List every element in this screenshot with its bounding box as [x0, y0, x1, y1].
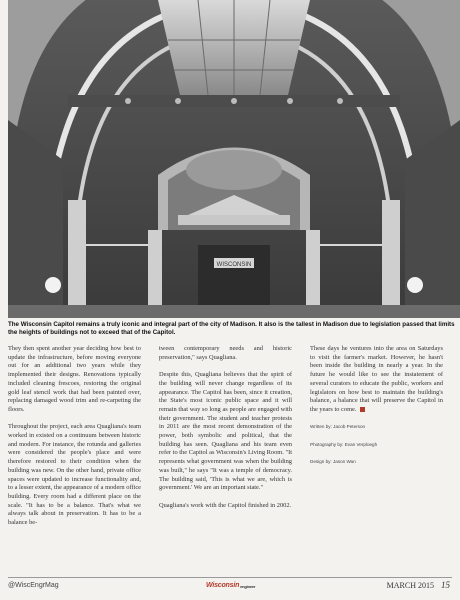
- issue-date: MARCH 2015: [386, 581, 434, 590]
- credits: [310, 423, 443, 467]
- end-mark-icon: [360, 407, 365, 412]
- photo-caption: The Wisconsin Capitol remains a truly iconic and integral part of the city of Madison. It also is the tallest in Madison due to legislation passed that limits the heights of buildings not to exceed that of the Capitol.: [8, 321, 455, 337]
- paragraph: Throughout the project, each area Quagliana's team worked in existed on a continuum between historic and modern. For instance, the rotunda and galleries were considered the people's place and were therefore restored to their condition when the building was new. On the other hand, private office spaces were updated to increase functionality and, to a lesser extent, the appearance of a modern office building. Every room had a different place on the scale. "It has to be a balance. That's what we always talk about in preservation. It has to be a balance be-: [8, 423, 141, 527]
- photo-sign-text: WISCONSIN: [216, 262, 252, 268]
- credit-writer: Written by: Jacob Peterson: [310, 424, 366, 430]
- credit-photographer: Photography by: Evan Verploegh: [310, 441, 378, 447]
- paragraph: Quagliana's work with the Capitol finished in 2002.: [159, 501, 292, 509]
- paragraph: tween contemporary needs and historic preservation," says Quagliana.: [159, 345, 292, 361]
- paragraph: They then spent another year deciding how best to update the infrastructure, before moving everyone out for an additional two years while they implemented their designs. Renovations typically included cleaning frescoes, restoring the original gold leaf stencil work that had been painted over, replacing damaged wood trim and re-carpeting the floors.: [8, 345, 141, 413]
- article-column-3: [310, 345, 443, 476]
- article-column-2: [159, 345, 292, 519]
- paragraph: Despite this, Quagliana believes that the spirit of the building will never change regardless of its appearance. The Capitol has been, since it creation, the State's most iconic public space and it will remain that way so long as people are engaged with their government. The student and teacher protests in 2011 are the most recent demonstration of the power, both symbolic and political, that the building has seen. Quagliana and his team even refer to the Capitol as Wisconsin's Living Room. "It represents what government was when the building was built," he says "It was a temple of democracy. The building said, 'This is what we are, which is government.' We are an important state.": [159, 371, 292, 492]
- article-column-1: [8, 345, 141, 536]
- credit-designer: Design by: Jason Wan: [310, 459, 356, 465]
- paragraph: [310, 345, 443, 415]
- logo-main: Wisconsin: [206, 582, 240, 589]
- rotunda-photo: [8, 0, 460, 318]
- paragraph-text: These days he ventures into the area on Saturdays to visit the farmer's market. However, he hasn't been inside the building in nearly a year. In the future he would like to see the instatement of several curators to educate the public, workers and legislators on how best to maintain the building's balance, a balance that will preserve the Capitol in the years to come.: [310, 345, 443, 413]
- logo-sub: engineer: [240, 584, 256, 589]
- magazine-logo: [206, 582, 255, 589]
- footer-divider: [8, 577, 452, 578]
- page-number: 15: [441, 580, 450, 590]
- social-handle: @WiscEngrMag: [8, 582, 59, 589]
